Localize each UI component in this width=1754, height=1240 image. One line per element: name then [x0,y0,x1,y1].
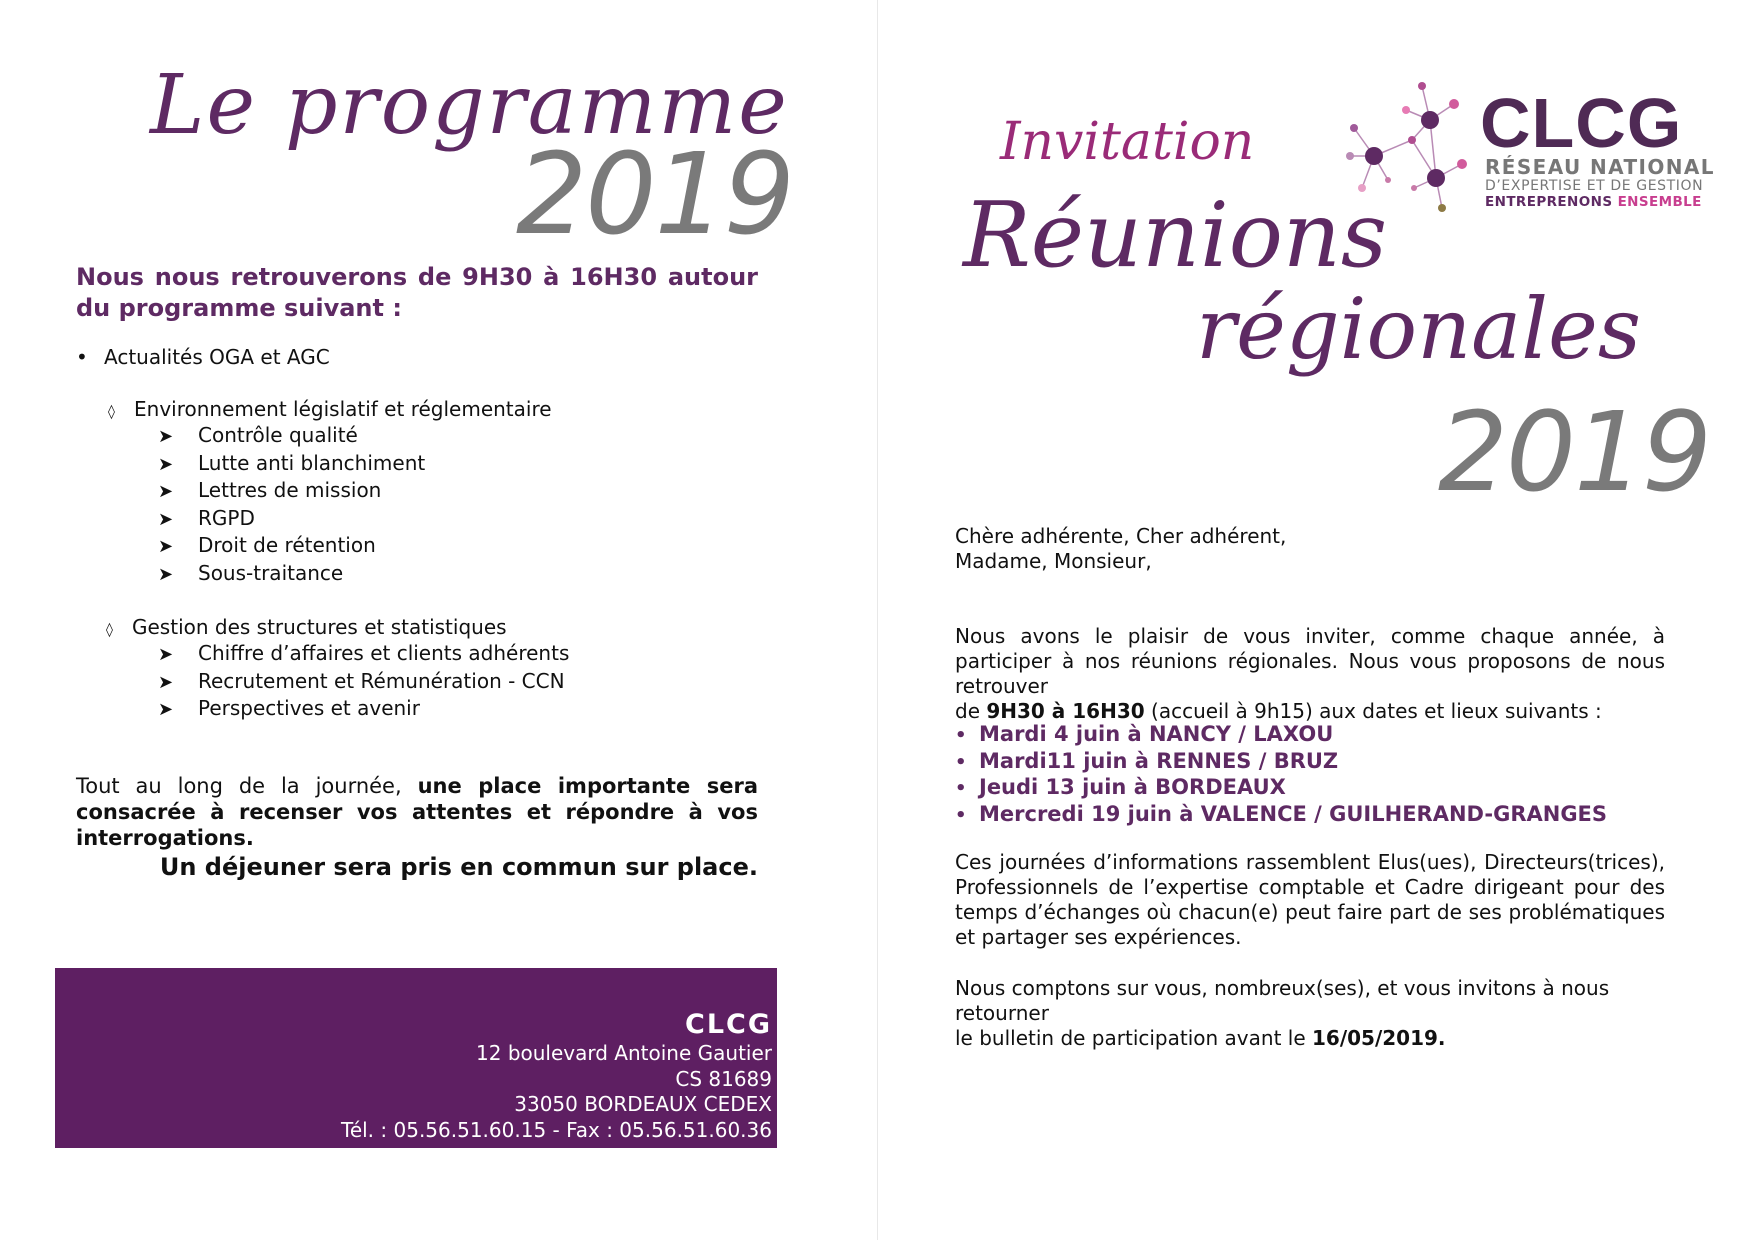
greeting: Chère adhérente, Cher adhérent, Madame, Monsieur, [955,524,1287,573]
logo-name: CLCG [1480,84,1683,162]
arrow-bullet-icon: ➤ [158,426,174,447]
programme-year: 2019 [516,130,794,260]
footer-address-line: 12 boulevard Antoine Gautier [476,1041,772,1065]
regionales-script-title: régionales [1196,280,1641,378]
bullet-icon: • [76,345,88,369]
arrow-bullet-icon: ➤ [158,508,174,530]
lunch-note: Un déjeuner sera pris en commun sur place. [159,853,758,881]
arrow-bullet-icon: ➤ [158,644,174,665]
description-paragraph: Ces journées d’informations rassemblent Elus(ues), Directeurs(trices), Professionnels de l’expertise comptable et Cadre dirigeant pour des temps d’échanges où chacun(e) peut faire part de ses problématiques et partager ses expériences. [955,850,1665,949]
program-section-heading: ◊ Gestion des structures et statistiques [106,614,507,643]
footer-address-line: CS 81689 [675,1066,772,1091]
list-item: ➤ Perspectives et avenir [158,695,569,723]
rsvp-paragraph: Nous comptons sur vous, nombreux(ses), et vous invitons à nous retourner le bulletin de participation avant le 16/05/2019. [955,976,1610,1050]
contact-footer [55,968,777,1148]
arrow-bullet-icon: ➤ [158,671,174,693]
meeting-dates-list [955,722,1607,828]
bullet-icon: • [955,804,967,826]
diamond-icon: ◊ [106,622,113,638]
bullet-icon: • [955,725,967,746]
arrow-bullet-icon: ➤ [158,699,174,721]
list-item: ➤ Lettres de mission [158,477,425,505]
list-item: • Mardi11 juin à RENNES / BRUZ [955,749,1607,776]
arrow-bullet-icon: ➤ [158,563,174,585]
list-item: • Mercredi 19 juin à VALENCE / GUILHERAND-GRANGES [955,802,1607,829]
list-item: ➤ Sous-traitance [158,560,425,588]
program-section-items [158,640,569,723]
invitation-paragraph: Nous avons le plaisir de vous inviter, comme chaque année, à participer à nos réunions régionales. Nous vous proposons de nous retrouver de 9H30 à 16H30 (accueil à 9h15) aux dates et lieux suivants : [955,624,1665,723]
programme-intro: Nous nous retrouverons de 9H30 à 16H30 autour du programme suivant : [76,263,758,322]
list-item: • Jeudi 13 juin à BORDEAUX [955,775,1607,802]
programme-script-title: Le programme [150,58,789,153]
logo-tagline-1: RÉSEAU NATIONAL [1485,155,1715,179]
list-item: ➤ Droit de rétention [158,532,425,560]
logo-tagline-3: ENTREPRENONS ENSEMBLE [1485,194,1702,210]
bullet-icon: • [955,751,967,773]
arrow-bullet-icon: ➤ [158,536,174,558]
program-section-items [158,422,425,588]
invitation-year: 2019 [1438,388,1710,516]
logo-tagline-2: D’EXPERTISE ET DE GESTION [1485,178,1704,194]
footer-address-line: 33050 BORDEAUX CEDEX [514,1092,772,1116]
list-item: ➤ Lutte anti blanchiment [158,450,425,478]
program-section-heading: ◊ Environnement législatif et réglementaire [108,396,552,425]
invitation-script-title: Invitation [1000,112,1255,172]
closing-paragraph: Tout au long de la journée, une place importante sera consacrée à recenser vos attentes et répondre à vos interrogations. [76,774,758,850]
program-topic: • Actualités OGA et AGC [76,345,330,369]
arrow-bullet-icon: ➤ [158,481,174,503]
footer-org-name: CLCG [685,1009,772,1040]
list-item: ➤ Chiffre d’affaires et clients adhérents [158,640,569,668]
right-page [878,0,1754,1240]
list-item: ➤ Contrôle qualité [158,422,425,450]
footer-contact-line: Tél. : 05.56.51.60.15 - Fax : 05.56.51.60.36 [341,1117,772,1142]
arrow-bullet-icon: ➤ [158,453,174,475]
list-item: ➤ Recrutement et Rémunération - CCN [158,668,569,696]
diamond-icon: ◊ [108,404,115,420]
reunions-script-title: Réunions [963,183,1388,288]
bullet-icon: • [955,778,967,799]
list-item: ➤ RGPD [158,505,425,533]
list-item: • Mardi 4 juin à NANCY / LAXOU [955,722,1607,749]
